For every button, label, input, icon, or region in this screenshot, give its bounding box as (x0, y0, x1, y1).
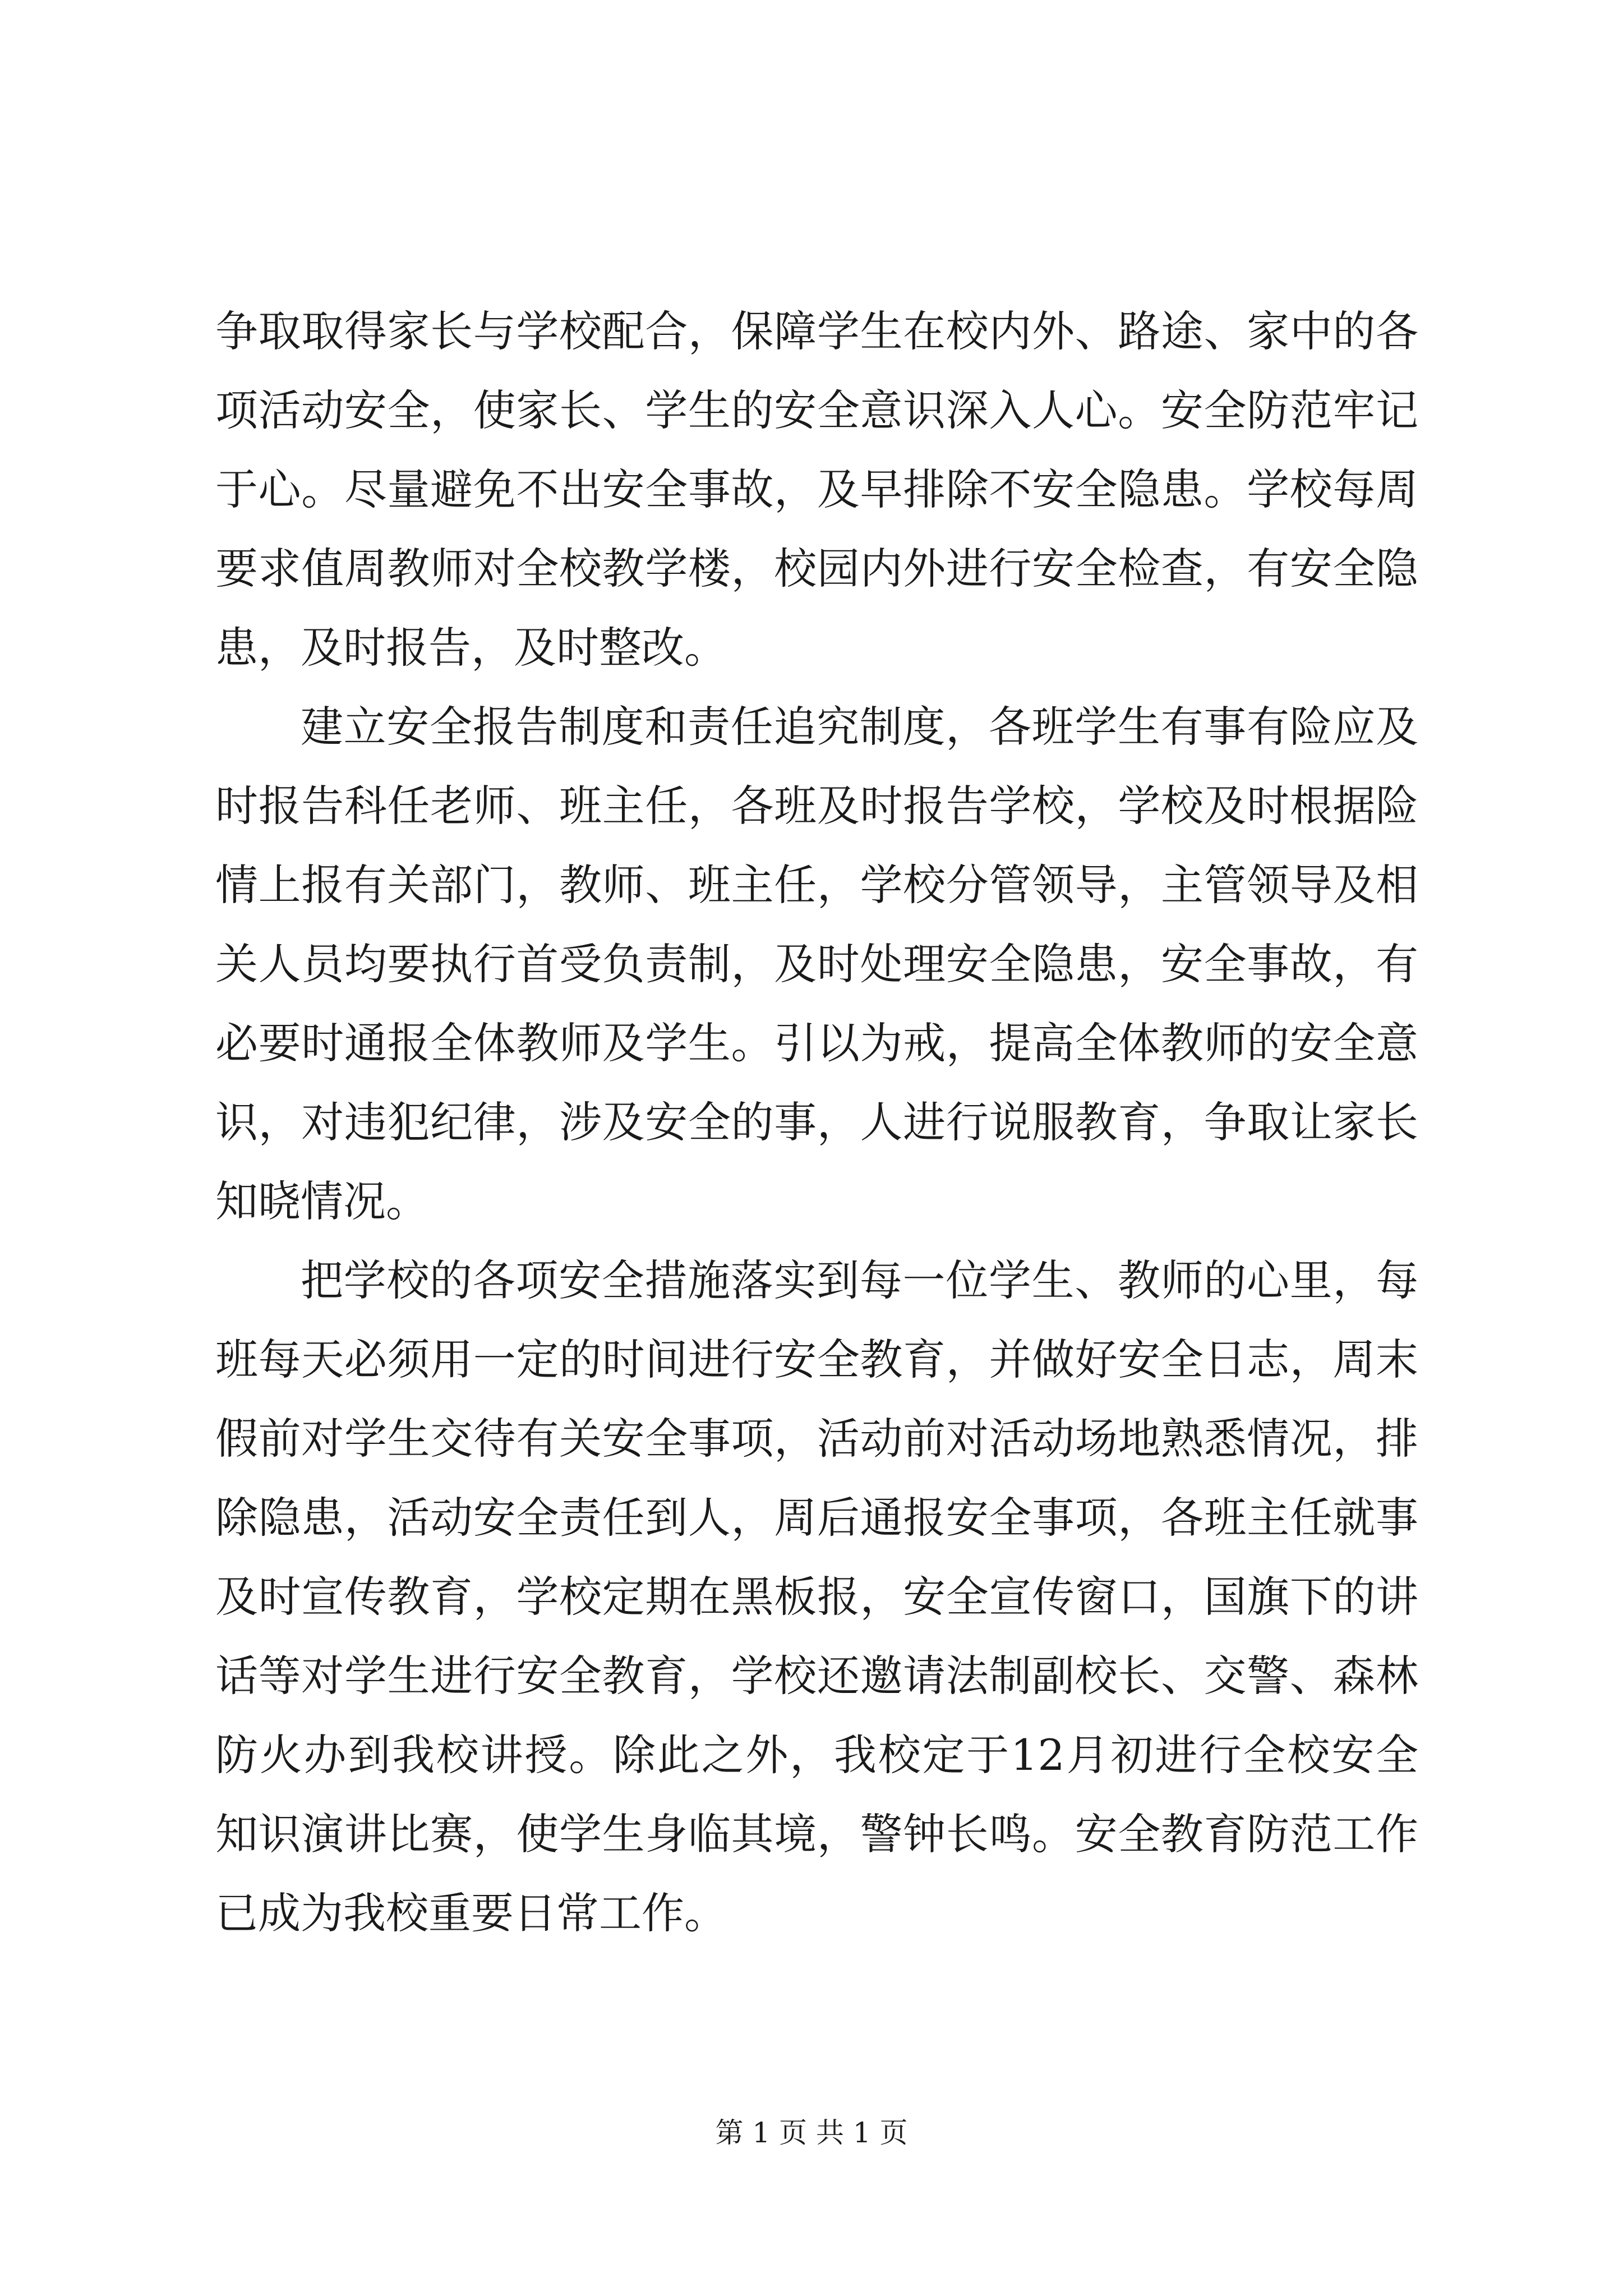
paragraph-safety-reporting: 建立安全报告制度和责任追究制度，各班学生有事有险应及时报告科任老师、班主任，各班及时报告学校，学校及时根据险情上报有关部门，教师、班主任，学校分管领导，主管领导及相关人员均要执行首受负责制，及时处理安全隐患，安全事故，有必要时通报全体教师及学生。引以为戒，提高全体教师的安全意识，对违犯纪律，涉及安全的事，人进行说服教育，争取让家长知晓情况。 (215, 702, 1418, 1226)
document-body (215, 292, 1418, 1953)
paragraph-continuation: 争取取得家长与学校配合，保障学生在校内外、路途、家中的各项活动安全，使家长、学生的安全意识深入人心。安全防范牢记于心。尽量避免不出安全事故，及早排除不安全隐患。学校每周要求值周教师对全校教学楼，校园内外进行安全检查，有安全隐患，及时报告，及时整改。 (215, 306, 1418, 673)
paragraph-safety-measures: 把学校的各项安全措施落实到每一位学生、教师的心里，每班每天必须用一定的时间进行安全教育，并做好安全日志，周末假前对学生交待有关安全事项，活动前对活动场地熟悉情况，排除隐患，活动安全责任到人，周后通报安全事项，各班主任就事及时宣传教育，学校定期在黑板报，安全宣传窗口，国旗下的讲话等对学生进行安全教育，学校还邀请法制副校长、交警、森林防火办到我校讲授。除此之外，我校定于12月初进行全校安全知识演讲比赛，使学生身临其境，警钟长鸣。安全教育防范工作已成为我校重要日常工作。 (215, 1255, 1418, 1938)
page-number-footer: 第 1 页 共 1 页 (715, 2116, 908, 2149)
